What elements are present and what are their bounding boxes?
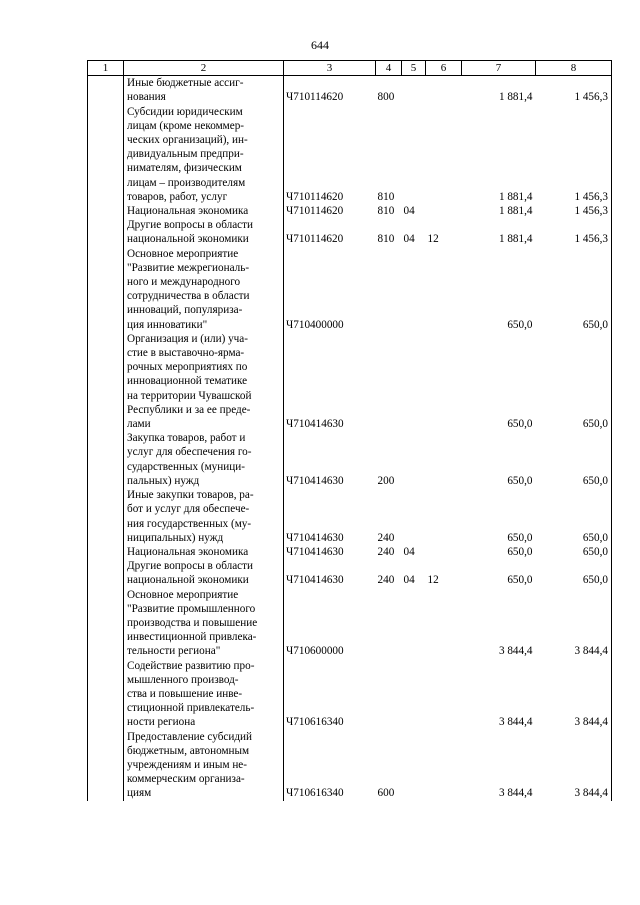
name-line: Национальная экономика	[127, 545, 249, 558]
name-line: лами	[127, 418, 151, 431]
col-header-5: 5	[402, 61, 426, 76]
name-line: "Развитие межрегиональ-	[127, 261, 250, 274]
cell-col6	[426, 431, 462, 488]
name-line: ного и международного	[127, 276, 241, 289]
table-row	[88, 545, 612, 559]
col-header-6: 6	[426, 61, 462, 76]
cell-amount-1: 1 881,4	[498, 233, 533, 246]
cell-amount-1: 1 881,4	[498, 91, 533, 104]
name-line: сударственных (муници-	[127, 460, 245, 473]
cell-name	[124, 488, 284, 545]
cell-name	[124, 730, 284, 801]
table-row	[88, 559, 612, 587]
cell-col1	[88, 204, 124, 218]
table-row	[88, 247, 612, 332]
cell-col5	[402, 105, 426, 204]
cell-amount-1: 1 881,4	[498, 205, 533, 218]
cell-code: Ч710414630	[286, 418, 344, 431]
cell-col5	[402, 588, 426, 659]
name-line: инвестиционной привлека-	[127, 631, 257, 644]
name-line: дивидуальным предпри-	[127, 148, 244, 161]
cell-code: Ч710616340	[286, 716, 344, 729]
name-line: лицам – производителям	[127, 176, 246, 189]
cell-amount-2: 650,0	[536, 488, 612, 545]
name-line: мышленного производ-	[127, 673, 239, 686]
cell-col4: 240	[377, 531, 395, 544]
cell-name	[124, 247, 284, 332]
cell-amount-2: 650,0	[536, 332, 612, 431]
name-line: инноваций, популяриза-	[127, 304, 243, 317]
cell-col1	[88, 105, 124, 204]
name-line: Иные бюджетные ассиг-	[127, 77, 244, 90]
cell-col5	[402, 488, 426, 545]
name-line: производства и повышение	[127, 616, 258, 629]
cell-amount-1: 3 844,4	[498, 787, 533, 800]
col-header-7: 7	[462, 61, 536, 76]
name-line: ческих организаций), ин-	[127, 134, 248, 147]
col-header-1: 1	[88, 61, 124, 76]
cell-col6	[426, 76, 462, 105]
cell-col1	[88, 431, 124, 488]
budget-table	[87, 60, 612, 801]
cell-col5	[402, 659, 426, 730]
cell-amount-2: 3 844,4	[536, 659, 612, 730]
col-header-2: 2	[124, 61, 284, 76]
name-line: на территории Чувашской	[127, 389, 252, 402]
cell-name	[124, 545, 284, 559]
name-line: бот и услуг для обеспече-	[127, 503, 250, 516]
cell-col5	[402, 332, 426, 431]
name-line: коммерческим организа-	[127, 773, 245, 786]
cell-col4: 810	[377, 205, 395, 218]
cell-code: Ч710114620	[286, 190, 344, 203]
cell-amount-1: 1 881,4	[498, 190, 533, 203]
table-row	[88, 659, 612, 730]
cell-col1	[88, 659, 124, 730]
cell-col5	[402, 247, 426, 332]
table-row	[88, 105, 612, 204]
table-row	[88, 204, 612, 218]
cell-col6	[426, 730, 462, 801]
table-row	[88, 218, 612, 246]
name-line: ности региона	[127, 716, 196, 729]
cell-name	[124, 76, 284, 105]
name-line: Республики и за ее преде-	[127, 403, 251, 416]
cell-amount-1: 650,0	[507, 545, 533, 558]
cell-col4	[376, 332, 402, 431]
cell-col4: 600	[377, 787, 395, 800]
name-line: сотрудничества в области	[127, 290, 250, 303]
cell-col6	[426, 545, 462, 559]
cell-col4: 810	[377, 233, 395, 246]
cell-col4: 200	[377, 474, 395, 487]
name-line: Организация и (или) уча-	[127, 332, 249, 345]
cell-amount-1: 650,0	[507, 531, 533, 544]
cell-amount-1: 650,0	[507, 318, 533, 331]
name-line: товаров, работ, услуг	[127, 190, 228, 203]
col-header-4: 4	[376, 61, 402, 76]
name-line: Другие вопросы в области	[127, 219, 254, 232]
cell-amount-2: 650,0	[536, 559, 612, 587]
cell-code: Ч710400000	[286, 318, 344, 331]
name-line: тельности региона"	[127, 645, 221, 658]
cell-col5	[402, 431, 426, 488]
cell-col1	[88, 76, 124, 105]
name-line: Национальная экономика	[127, 205, 249, 218]
cell-col6	[426, 488, 462, 545]
cell-col1	[88, 218, 124, 246]
cell-code: Ч710414630	[286, 474, 344, 487]
name-line: циям	[127, 787, 152, 800]
name-line: пальных) нужд	[127, 474, 200, 487]
cell-col5	[402, 730, 426, 801]
cell-col4	[376, 588, 402, 659]
name-line: учреждениям и иным не-	[127, 758, 247, 771]
cell-col5: 04	[403, 574, 415, 587]
cell-amount-1: 650,0	[507, 418, 533, 431]
name-line: Основное мероприятие	[127, 247, 239, 260]
cell-code: Ч710414630	[286, 574, 344, 587]
cell-col5: 04	[403, 545, 415, 558]
cell-code: Ч710600000	[286, 645, 344, 658]
col-header-8: 8	[536, 61, 612, 76]
table-row	[88, 431, 612, 488]
name-line: бюджетным, автономным	[127, 744, 250, 757]
cell-col1	[88, 559, 124, 587]
name-line: нимателям, физическим	[127, 162, 242, 175]
cell-col4	[376, 659, 402, 730]
name-line: национальной экономики	[127, 574, 249, 587]
cell-col6	[426, 332, 462, 431]
cell-col6	[426, 247, 462, 332]
cell-name	[124, 105, 284, 204]
cell-col6	[426, 204, 462, 218]
name-line: лицам (кроме некоммер-	[127, 119, 245, 132]
name-line: ния государственных (му-	[127, 517, 252, 530]
name-line: Предоставление субсидий	[127, 730, 253, 743]
table-body	[88, 76, 612, 801]
cell-col1	[88, 588, 124, 659]
name-line: Иные закупки товаров, ра-	[127, 489, 254, 502]
cell-name	[124, 431, 284, 488]
cell-amount-1: 650,0	[507, 474, 533, 487]
cell-col5	[402, 76, 426, 105]
cell-code: Ч710414630	[286, 531, 344, 544]
cell-col1	[88, 488, 124, 545]
name-line: нования	[127, 91, 166, 104]
cell-col4: 240	[377, 545, 395, 558]
name-line: услуг для обеспечения го-	[127, 446, 252, 459]
name-line: "Развитие промышленного	[127, 602, 256, 615]
cell-amount-1: 3 844,4	[498, 645, 533, 658]
cell-col4: 240	[377, 574, 395, 587]
cell-col6: 12	[427, 574, 439, 587]
cell-col6	[426, 659, 462, 730]
cell-amount-1: 650,0	[507, 574, 533, 587]
cell-name	[124, 588, 284, 659]
name-line: Содействие развитию про-	[127, 659, 255, 672]
name-line: стие в выставочно-ярма-	[127, 347, 245, 360]
table-row	[88, 76, 612, 105]
name-line: стиционной привлекатель-	[127, 702, 255, 715]
cell-col5: 04	[403, 233, 415, 246]
cell-name	[124, 218, 284, 246]
cell-amount-2: 3 844,4	[536, 588, 612, 659]
cell-code: Ч710114620	[286, 91, 344, 104]
cell-col6: 12	[427, 233, 439, 246]
cell-col1	[88, 545, 124, 559]
name-line: Другие вопросы в области	[127, 560, 254, 573]
cell-amount-2: 650,0	[536, 545, 612, 559]
cell-amount-2: 1 456,3	[536, 76, 612, 105]
cell-code: Ч710114620	[286, 233, 344, 246]
name-line: ция инноватики"	[127, 318, 208, 331]
cell-col5: 04	[403, 205, 415, 218]
cell-amount-2: 1 456,3	[536, 218, 612, 246]
table-row	[88, 588, 612, 659]
name-line: Основное мероприятие	[127, 588, 239, 601]
table-row	[88, 730, 612, 801]
cell-name	[124, 659, 284, 730]
cell-amount-1: 3 844,4	[498, 716, 533, 729]
name-line: Закупка товаров, работ и	[127, 432, 246, 445]
name-line: Субсидии юридическим	[127, 105, 243, 118]
cell-name	[124, 332, 284, 431]
cell-amount-2: 1 456,3	[536, 204, 612, 218]
cell-col4: 800	[377, 91, 395, 104]
header-row	[88, 61, 612, 76]
cell-code: Ч710616340	[286, 787, 344, 800]
cell-name	[124, 204, 284, 218]
cell-col6	[426, 105, 462, 204]
cell-name	[124, 559, 284, 587]
cell-col1	[88, 730, 124, 801]
table-row	[88, 488, 612, 545]
name-line: рочных мероприятиях по	[127, 361, 248, 374]
cell-amount-2: 1 456,3	[536, 105, 612, 204]
cell-col1	[88, 247, 124, 332]
name-line: инновационной тематике	[127, 375, 248, 388]
cell-code: Ч710114620	[286, 205, 344, 218]
name-line: ниципальных) нужд	[127, 531, 224, 544]
name-line: национальной экономики	[127, 233, 249, 246]
name-line: ства и повышение инве-	[127, 687, 243, 700]
cell-amount-2: 3 844,4	[536, 730, 612, 801]
cell-col1	[88, 332, 124, 431]
cell-code: Ч710414630	[286, 545, 344, 558]
cell-col6	[426, 588, 462, 659]
cell-amount-2: 650,0	[536, 247, 612, 332]
col-header-3: 3	[284, 61, 376, 76]
cell-amount-2: 650,0	[536, 431, 612, 488]
cell-col4	[376, 247, 402, 332]
table-row	[88, 332, 612, 431]
page-number: 644	[311, 38, 329, 52]
cell-col4: 810	[377, 190, 395, 203]
